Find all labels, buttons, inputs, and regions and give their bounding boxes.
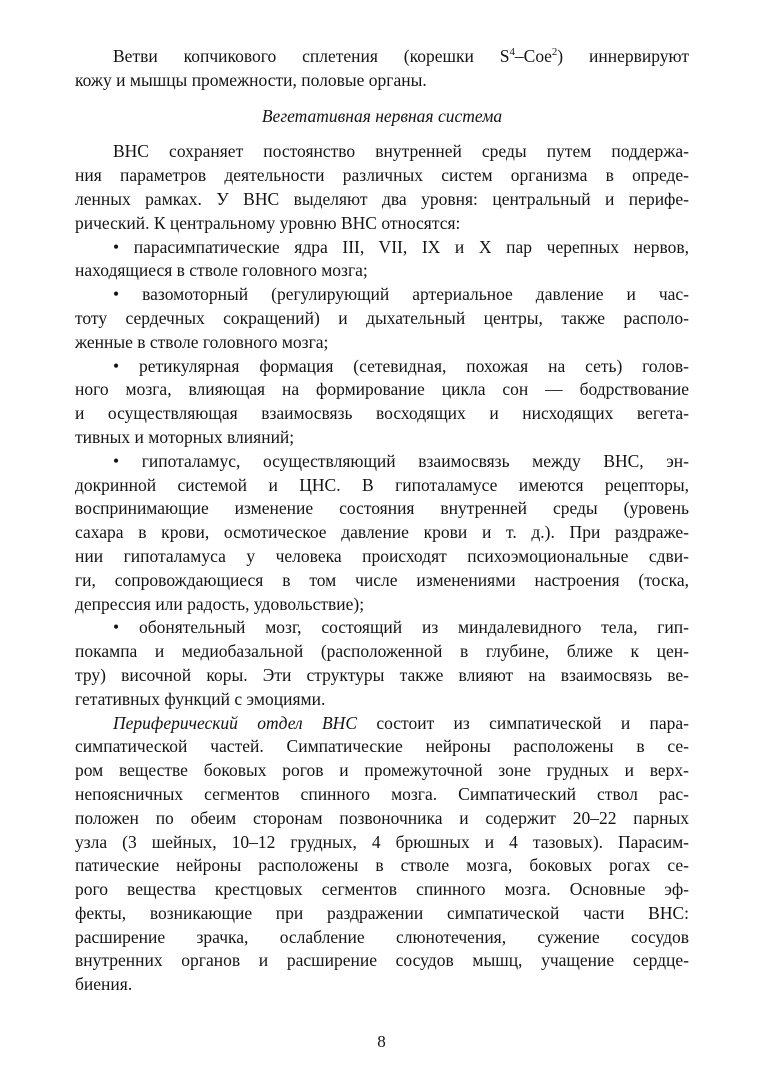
text-line: расширение зрачка, ослабление слюнотечения, сужение сосудов [75, 926, 689, 947]
bullet-item [75, 236, 689, 284]
text-line: узла (3 шейных, 10–12 грудных, 4 брюшных и 4 тазовых). Парасим- [75, 831, 689, 852]
text-line: ния параметров деятельности различных систем организма в опреде- [75, 165, 689, 186]
text-line: • парасимпатические ядра III, VII, IX и X пар черепных нервов, [113, 236, 689, 257]
text-line: и осуществляющая взаимосвязь восходящих и нисходящих вегета- [75, 403, 689, 424]
text-line: симпатической частей. Симпатические нейроны расположены в се- [75, 736, 689, 757]
superscript-text: 4 [509, 46, 515, 59]
text-line: ги, сопровождающиеся в том числе изменениями настроения (тоска, [75, 569, 689, 590]
bullet-item [75, 616, 689, 711]
text-line: • ретикулярная формация (сетевидная, похожая на сеть) голов- [113, 355, 689, 376]
text-line: положен по обеим сторонам позвоночника и содержит 20–22 парных [75, 807, 689, 828]
text-line: гетативных функций с эмоциями. [75, 688, 326, 709]
text-line: непоясничных сегментов спинного мозга. Симпатический ствол рас- [75, 783, 689, 804]
text-line: нии гипоталамуса у человека происходят психоэмоциональные сдви- [75, 545, 689, 566]
text-line: женные в стволе головного мозга; [75, 331, 329, 352]
text-line: ВНС сохраняет постоянство внутренней среды путем поддержа- [113, 141, 689, 162]
text-line: находящиеся в стволе головного мозга; [75, 260, 368, 281]
text-line: Периферический отдел ВНС состоит из симпатической и пара- [113, 712, 690, 733]
text-line: ного мозга, влияющая на формирование цикла сон — бодрствование [75, 379, 689, 400]
text-line: патические нейроны расположены в стволе мозга, боковых рогах се- [75, 855, 689, 876]
text-line: • обонятельный мозг, состоящий из миндалевидного тела, гип- [113, 617, 689, 638]
italic-text: Периферический отдел ВНС [113, 712, 357, 733]
paragraph [75, 140, 689, 235]
paragraph [75, 712, 689, 998]
text-line: биения. [75, 974, 133, 995]
text-line: рого вещества крестцовых сегментов спинного мозга. Основные эф- [75, 879, 689, 900]
bullet-item [75, 283, 689, 354]
text-line: тру) височной коры. Эти структуры также влияют на взаимосвязь ве- [75, 664, 689, 685]
bullet-item [75, 450, 689, 617]
text-line: докринной системой и ЦНС. В гипоталамусе имеются рецепторы, [75, 474, 689, 495]
page-number: 8 [377, 1032, 386, 1051]
text-line: покампа и медиобазальной (расположенной в глубине, ближе к цен- [75, 641, 689, 662]
text-line: тоту сердечных сокращений) и дыхательный центры, также располо- [75, 307, 689, 328]
text-block [75, 45, 689, 997]
text-line: ром веществе боковых рогов и промежуточной зоне грудных и верх- [75, 760, 689, 781]
text-line: • вазомоторный (регулирующий артериальное давление и час- [113, 284, 689, 305]
text-line: тивных и моторных влияний; [75, 426, 295, 447]
bullet-item [75, 355, 689, 450]
text-line: депрессия или радость, удовольствие); [75, 593, 365, 614]
section-heading: Вегетативная нервная система [261, 105, 503, 126]
text-line: внутренних органов и расширение сосудов мышц, учащение сердце- [75, 950, 689, 971]
text-line: кожу и мышцы промежности, половые органы. [75, 69, 427, 90]
text-line: Ветви копчикового сплетения (корешки $S^4-Coe^2$) иннервируют [113, 46, 689, 66]
text-line: сахара в крови, осмотическое давление крови и т. д.). При раздраже- [75, 522, 689, 543]
paragraph [75, 45, 689, 93]
text-line: воспринимающие изменение состояния внутренней среды (уровень [75, 498, 689, 519]
text-line: рический. К центральному уровню ВНС относятся: [75, 212, 461, 233]
text-line: фекты, возникающие при раздражении симпатической части ВНС: [75, 902, 689, 923]
superscript-text: 2 [551, 46, 558, 59]
text-line: • гипоталамус, осуществляющий взаимосвязь между ВНС, эн- [113, 450, 689, 471]
text-line: ленных рамках. У ВНС выделяют два уровня: центральный и перифе- [75, 188, 689, 209]
